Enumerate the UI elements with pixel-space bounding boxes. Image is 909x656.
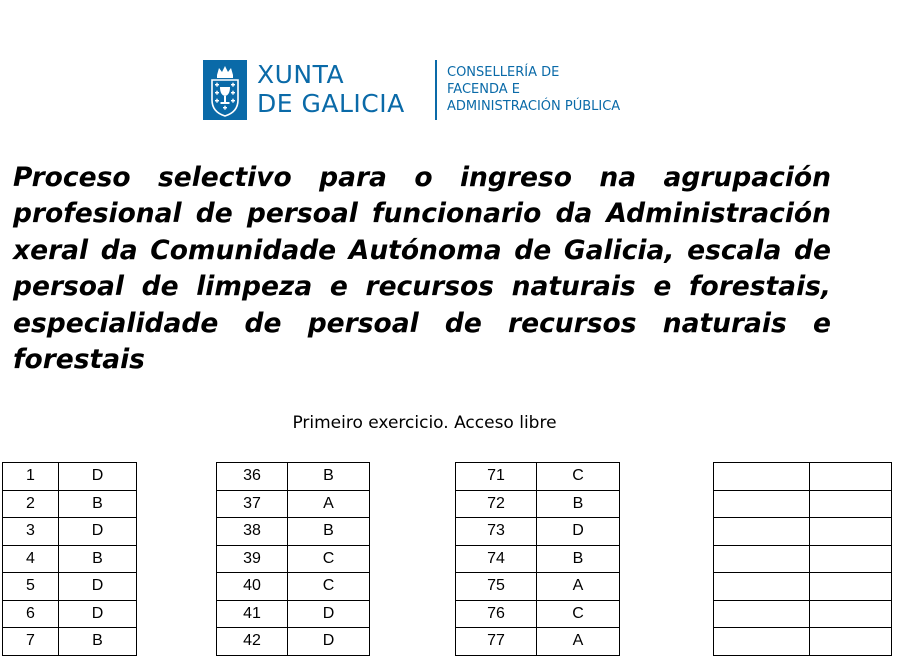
table-row (456, 518, 620, 546)
table-row (714, 490, 892, 518)
logo-line-1: XUNTA (257, 60, 345, 89)
answer-letter: C (288, 573, 370, 601)
table-row (456, 600, 620, 628)
question-number (714, 463, 810, 491)
question-number: 37 (217, 490, 288, 518)
answer-letter (810, 463, 892, 491)
answer-letter: B (59, 545, 137, 573)
table-row (3, 545, 137, 573)
question-number (714, 518, 810, 546)
galicia-crest-icon (203, 60, 247, 120)
question-number: 39 (217, 545, 288, 573)
answer-letter (810, 490, 892, 518)
dept-line-1: CONSELLERÍA DE (447, 65, 560, 80)
table-row (3, 518, 137, 546)
answer-letter (810, 628, 892, 656)
logo-divider (435, 60, 437, 120)
table-row (714, 628, 892, 656)
question-number: 2 (3, 490, 59, 518)
answer-table-1 (2, 462, 137, 656)
question-number (714, 600, 810, 628)
question-number: 74 (456, 545, 537, 573)
answer-letter: D (537, 518, 620, 546)
question-number: 40 (217, 573, 288, 601)
department-name (447, 64, 620, 115)
table-row (217, 573, 370, 601)
question-number: 72 (456, 490, 537, 518)
table-row (3, 628, 137, 656)
answer-letter: B (288, 518, 370, 546)
question-number: 75 (456, 573, 537, 601)
table-row (456, 463, 620, 491)
question-number (714, 490, 810, 518)
table-row (456, 545, 620, 573)
logo-wordmark (257, 60, 405, 118)
answer-table-3 (455, 462, 620, 656)
question-number (714, 573, 810, 601)
answer-letter (810, 518, 892, 546)
answer-table-4 (713, 462, 892, 656)
answer-letter: A (537, 628, 620, 656)
answer-letter: C (288, 545, 370, 573)
table-row (714, 573, 892, 601)
question-number: 41 (217, 600, 288, 628)
answer-letter (810, 573, 892, 601)
answer-letter: C (537, 463, 620, 491)
table-row (3, 573, 137, 601)
table-row (714, 518, 892, 546)
answer-letter: D (288, 600, 370, 628)
table-row (456, 628, 620, 656)
question-number (714, 545, 810, 573)
question-number: 6 (3, 600, 59, 628)
table-row (3, 490, 137, 518)
dept-line-3: ADMINISTRACIÓN PÚBLICA (447, 99, 621, 114)
question-number: 77 (456, 628, 537, 656)
question-number (714, 628, 810, 656)
answer-letter: D (59, 573, 137, 601)
question-number: 36 (217, 463, 288, 491)
question-number: 42 (217, 628, 288, 656)
table-row (456, 490, 620, 518)
table-row (217, 463, 370, 491)
question-number: 76 (456, 600, 537, 628)
answer-letter: B (537, 490, 620, 518)
question-number: 1 (3, 463, 59, 491)
table-row (217, 600, 370, 628)
table-row (217, 545, 370, 573)
answer-letter: B (59, 490, 137, 518)
answer-letter: D (59, 600, 137, 628)
answer-letter: B (59, 628, 137, 656)
answer-letter (810, 545, 892, 573)
question-number: 3 (3, 518, 59, 546)
question-number: 73 (456, 518, 537, 546)
exam-subtitle: Primeiro exercicio. Acceso libre (292, 413, 557, 433)
answer-letter: C (537, 600, 620, 628)
table-row (217, 628, 370, 656)
question-number: 71 (456, 463, 537, 491)
question-number: 38 (217, 518, 288, 546)
answer-letter: B (537, 545, 620, 573)
answer-letter: A (537, 573, 620, 601)
answer-letter (810, 600, 892, 628)
table-row (3, 463, 137, 491)
table-row (3, 600, 137, 628)
answer-table-2 (216, 462, 370, 656)
answer-letter: B (288, 463, 370, 491)
answer-letter: D (59, 463, 137, 491)
table-row (714, 600, 892, 628)
table-row (714, 463, 892, 491)
table-row (714, 545, 892, 573)
question-number: 5 (3, 573, 59, 601)
table-row (217, 490, 370, 518)
dept-line-2: FACENDA E (447, 82, 520, 97)
question-number: 7 (3, 628, 59, 656)
table-row (217, 518, 370, 546)
answer-letter: D (59, 518, 137, 546)
table-row (456, 573, 620, 601)
answer-letter: A (288, 490, 370, 518)
logo-line-2: DE GALICIA (257, 89, 405, 118)
document-title: Proceso selectivo para o ingreso na agrupación profesional de persoal funcionario da Administración xeral da Comunidade Autónoma de Galicia, escala de persoal de limpeza e recursos naturais e forestais, especialidade de persoal de recursos naturais e forestais (13, 162, 831, 376)
answer-letter: D (288, 628, 370, 656)
question-number: 4 (3, 545, 59, 573)
